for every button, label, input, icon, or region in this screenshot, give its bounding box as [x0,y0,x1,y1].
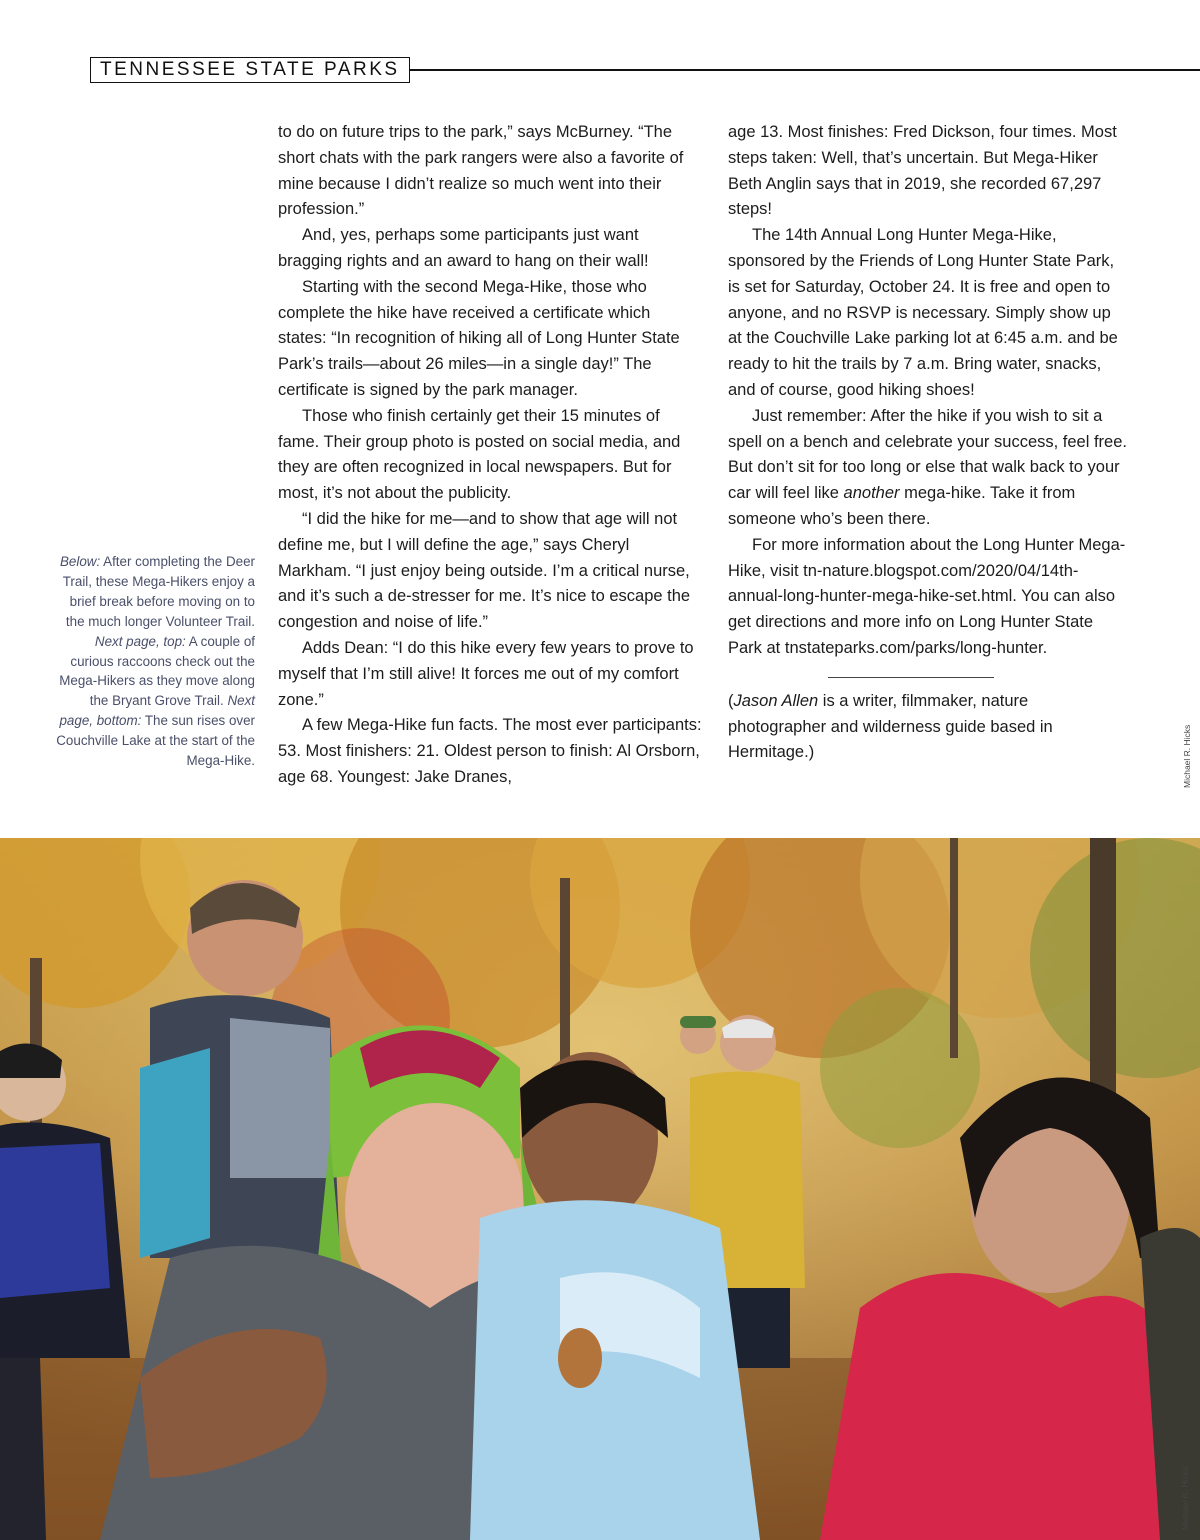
paragraph: And, yes, perhaps some participants just want bragging rights and an award to hang on their wall! [278,226,649,270]
author-name: Jason Allen [733,691,819,710]
paragraph: For more information about the Long Hunter Mega-Hike, visit tn-nature.blogspot.com/2020/04/14th-annual-long-hunter-mega-hike-set.html. You can also get directions and more info on Long Hunter State Park at tnstateparks.com/parks/long-hunter. [728,535,1126,657]
emphasis: another [843,484,900,503]
caption-text-below: After completing the Deer Trail, these Mega-Hikers enjoy a brief break before moving on to the much longer Volunteer Trail. [62,554,255,629]
group-photo [0,838,1200,1540]
end-rule [828,677,994,678]
photo-illustration [0,838,1200,1540]
paragraph: A few Mega-Hike fun facts. The most ever participants: 53. Most finishers: 21. Oldest person to finish: Al Orsborn, age 68. Youngest: Jake Dranes, [278,716,702,786]
caption-lead-below: Below: [59,554,101,569]
section-label: TENNESSEE STATE PARKS [90,57,410,83]
paragraph: The 14th Annual Long Hunter Mega-Hike, sponsored by the Friends of Long Hunter State Park, is set for Saturday, October 24. It is free and open to anyone, and no RSVP is necessary. Simply show up at the Couchville Lake parking lot at 6:45 a.m. and be ready to hit the trails by 7 a.m. Bring water, snacks, and of course, good hiking shoes! [728,226,1118,399]
bio-text: is a writer, filmmaker, nature photographer and wilderness guide based in Hermitage.) [728,691,1053,762]
header-rule [410,69,1200,71]
bio-paren: ( [728,691,734,710]
caption-text-next-top: A couple of curious raccoons check out the Mega-Hikers as they move along the Bryant Grove Trail. [59,633,255,709]
photo-credit-top: Michael R. Hicks [1182,724,1192,788]
paragraph [728,404,1128,533]
paragraph: to do on future trips to the park,” says McBurney. “The short chats with the park rangers were also a favorite of mine because I didn’t realize so much went into their profession.” [278,123,684,219]
paragraph: Starting with the second Mega-Hike, those who complete the hike have received a certificate which states: “In recognition of hiking all of Long Hunter State Park’s trails—about 26 miles—in a single day!” The certificate is signed by the park manager. [278,277,680,399]
paragraph: age 13. Most finishes: Fred Dickson, four times. Most steps taken: Well, that’s uncertain. But Mega-Hiker Beth Anglin says that in 2019, she recorded 67,297 steps! [728,123,1117,219]
paragraph-text: mega-hike. Take it from someone who’s been there. [728,484,1076,528]
caption-lead-next-bottom: Next page, bottom: [59,693,255,729]
article-column-1 [278,120,703,791]
paragraph: Those who finish certainly get their 15 minutes of fame. Their group photo is posted on social media, and they are often recognized in local newspapers. But for most, it’s not about the publicity. [278,406,681,503]
paragraph-text: Just remember: After the hike if you wish to sit a spell on a bench and celebrate your success, feel free. But don’t sit for too long or else that walk back to your car will feel like [728,406,1127,503]
paragraph: Adds Dean: “I do this hike every few years to prove to myself that I’m still alive! It forces me out of my comfort zone.” [278,638,694,709]
paragraph: “I did the hike for me—and to show that age will not define me, but I will define the age,” says Cheryl Markham. “I just enjoy being outside. I’m a critical nurse, and it’s such a de-stresser for me. It’s nice to escape the congestion and noise of life.” [278,509,691,632]
photo-credit-bottom: Michael R. Hicks [1180,1466,1190,1530]
caption-lead-next-top: Next page, top: [94,633,186,649]
running-header [90,57,1200,85]
author-bio [728,689,1128,766]
photo-caption [56,552,255,771]
caption-text-next-bottom: The sun rises over Couchville Lake at the start of the Mega-Hike. [56,713,255,769]
article-column-2 [728,120,1128,766]
